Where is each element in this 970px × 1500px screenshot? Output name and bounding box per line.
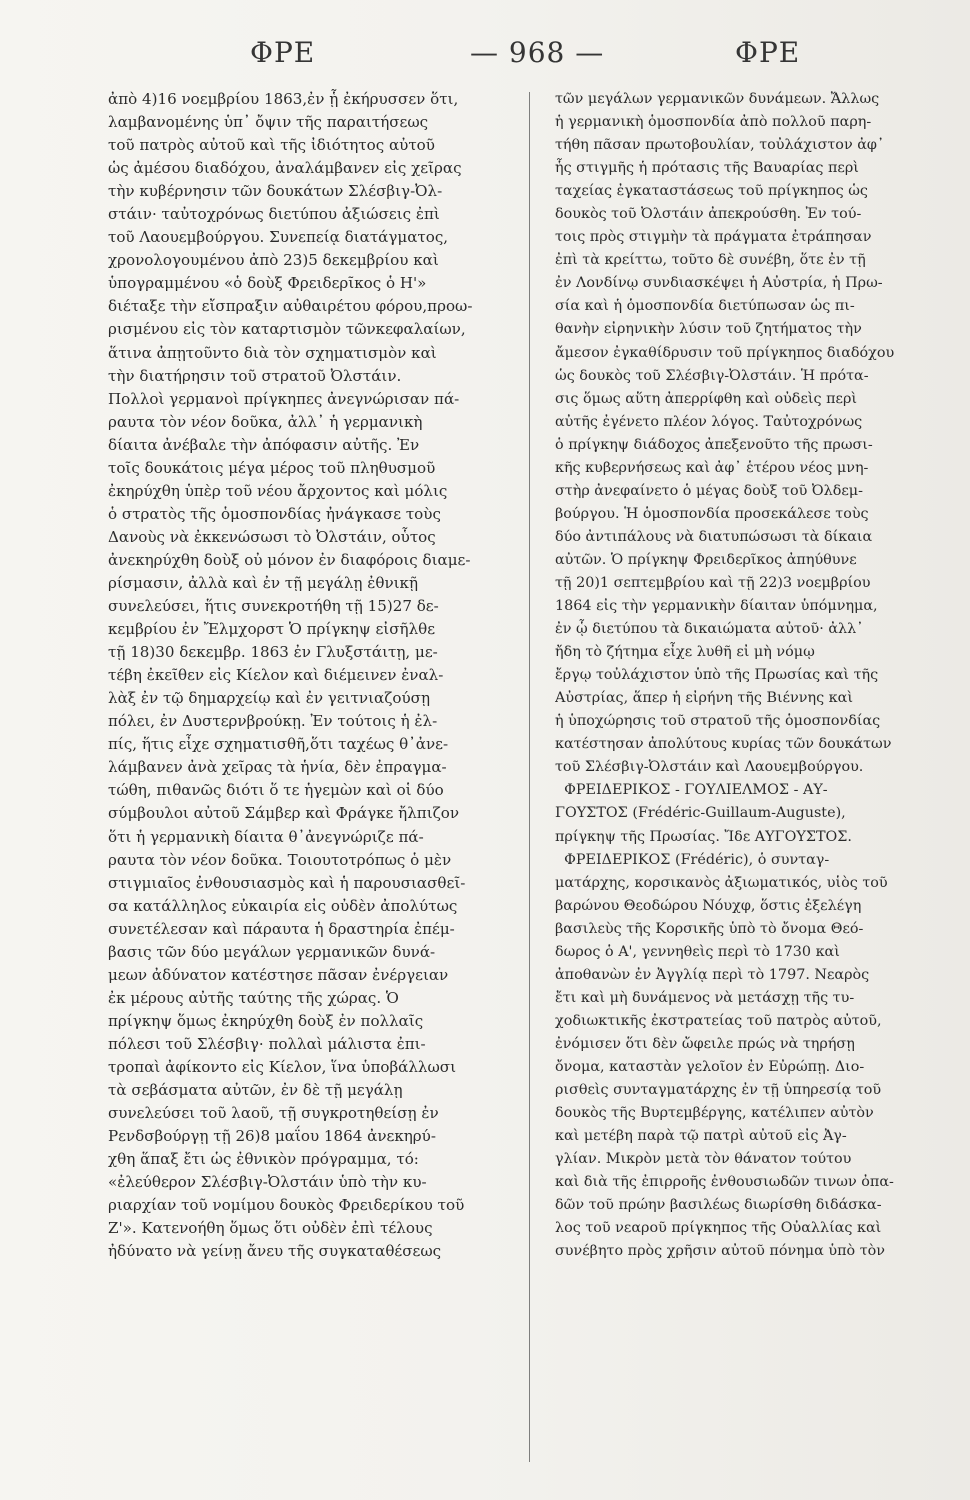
right-column-line: ἐν ᾧ διετύπου τὰ δικαιώματα αὐτοῦ· ἀλλ᾽	[555, 621, 864, 638]
right-column-line: Αὐστρίας, ἅπερ ἡ εἰρήνη τῆς Βιέννης καὶ	[555, 690, 853, 707]
right-column-line: ἡ ὑποχώρησις τοῦ στρατοῦ τῆς ὁμοσπονδίας	[555, 713, 881, 730]
right-column-line: δύο ἀντιπάλους νὰ διατυπώσωσι τὰ δίκαια	[555, 528, 873, 545]
right-column-line: βασιλεὺς τῆς Κορσικῆς ὑπὸ τὸ ὄνομα Θεό-	[555, 920, 864, 937]
right-column-line: ἤδη τὸ ζήτημα εἶχε λυθῆ εἰ μὴ νόμῳ	[555, 644, 815, 661]
left-column-line: συνελεύσει τοῦ λαοῦ, τῇ συγκροτηθείσῃ ἐν	[108, 1104, 439, 1123]
left-column-line: τῇ 18)30 δεκεμβρ. 1863 ἐν Γλυξστάιτῃ, με-	[108, 643, 438, 662]
right-column-line: σία καὶ ἡ ὁμοσπονδία διετύπωσαν ὡς πι-	[555, 298, 855, 315]
left-column-line: πόλεσι τοῦ Σλέσβιγ· πολλαὶ μάλιστα ἐπι-	[108, 1034, 426, 1053]
header-left: ΦΡΕ	[250, 36, 316, 69]
left-column-line: ἀνεκηρύχθη δοὺξ οὐ μόνον ἐν διαφόροις διαμε-	[108, 550, 471, 569]
right-column-line: ΦΡΕΙΔΕΡΙΚΟΣ - ΓΟΥΛΙΕΛΜΟΣ - ΑΥ-	[555, 782, 828, 799]
left-column-line: ρισμένου εἰς τὸν καταρτισμὸν τῶνκεφαλαίων,	[108, 320, 466, 339]
right-column-line: κατέστησαν ἀπολύτους κυρίας τῶν δουκάτων	[555, 736, 892, 753]
right-column-line: ὡς δουκὸς τοῦ Σλέσβιγ-Ὀλστάιν. Ἡ πρότα-	[555, 367, 869, 384]
right-column-line: αὐτῶν. Ὁ πρίγκηψ Φρειδερῖκος ἀπηύθυνε	[555, 551, 857, 568]
left-column-line: λὰξ ἐν τῷ δημαρχείῳ καὶ ἐν γειτνιαζούσῃ	[108, 689, 430, 708]
left-column-line: ὡς ἀμέσου διαδόχου, ἀναλάμβανεν εἰς χεῖρας	[108, 159, 462, 178]
right-text-column	[555, 88, 905, 1473]
left-column-line: ραυτα τὸν νέον δοῦκα, ἀλλ᾽ ἡ γερμανικὴ	[108, 412, 423, 431]
right-column-line: ταχείας ἐγκαταστάσεως τοῦ πρίγκηπος ὡς	[555, 183, 868, 200]
left-column-line: Δανοὺς νὰ ἐκκενώσωσι τὸ Ὀλστάιν, οὗτος	[108, 527, 436, 546]
right-column-line: αὐτῆς ἐγένετο πλέον λόγος. Ταὐτοχρόνως	[555, 413, 863, 430]
left-column-line: ἀπὸ 4)16 νοεμβρίου 1863,ἐν ᾗ ἐκήρυσσεν ὅτι,	[108, 90, 459, 108]
right-column-line: καὶ μετέβη παρὰ τῷ πατρὶ αὐτοῦ εἰς Ἀγ-	[555, 1128, 847, 1145]
right-column-line: δωρος ὁ Α', γεννηθεὶς περὶ τὸ 1730 καὶ	[555, 943, 840, 960]
left-column-line: σα κατάλληλος εὐκαιρία εἰς οὐδὲν ἀπολύτως	[108, 896, 458, 915]
header-right: ΦΡΕ	[735, 36, 801, 69]
left-column-line: τροπαὶ ἀφίκοντο εἰς Κίελον, ἵνα ὑποβάλλωσι	[108, 1057, 457, 1076]
left-column-line: δίαιτα ἀνέβαλε τὴν ἀπόφασιν αὐτῆς. Ἐν	[108, 435, 420, 454]
right-column-line: τοῦ Σλέσβιγ-Ὀλστάιν καὶ Λαουεμβούργου.	[555, 759, 864, 776]
left-column-line: ἅτινα ἀπῃτοῦντο διὰ τὸν σχηματισμὸν καὶ	[108, 343, 437, 362]
left-column-line: τὴν κυβέρνησιν τῶν δουκάτων Σλέσβιγ-Ὀλ-	[108, 182, 443, 201]
right-column-line: στὴρ ἀνεφαίνετο ὁ μέγας δοὺξ τοῦ Ὀλδεμ-	[555, 482, 863, 499]
right-column-line: ἡ γερμανικὴ ὁμοσπονδία ἀπὸ πολλοῦ παρη-	[555, 114, 872, 131]
right-column-line: ΓΟΥΣΤΟΣ (Frédéric-Guillaum-Auguste),	[555, 805, 846, 822]
page-number: — 968 —	[470, 36, 605, 69]
left-column-line: «ἐλεύθερον Σλέσβιγ-Ὀλστάιν ὑπὸ τὴν κυ-	[108, 1173, 427, 1192]
right-column-line: τῇ 20)1 σεπτεμβρίου καὶ τῇ 22)3 νοεμβρίου	[555, 574, 871, 591]
left-column-line: ὑπογραμμένου «ὁ δοὺξ Φρειδερῖκος ὁ Η'»	[108, 274, 427, 293]
right-column-line: βαρώνου Θεοδώρου Νόυχφ, ὅστις ἐξελέγη	[555, 897, 862, 914]
right-column-line: λος τοῦ νεαροῦ πρίγκηπος τῆς Οὐαλλίας καὶ	[555, 1220, 882, 1237]
right-column-line: ἀποθανὼν ἐν Ἀγγλίᾳ περὶ τὸ 1797. Νεαρὸς	[555, 966, 870, 983]
left-column-line: τοῦ πατρὸς αὐτοῦ καὶ τῆς ἰδιότητος αὐτοῦ	[108, 136, 435, 155]
right-column-line: 1864 εἰς τὴν γερμανικὴν δίαιταν ὑπόμνημα,	[555, 598, 878, 615]
left-column-line: στιγμιαῖος ἐνθουσιασμὸς καὶ ἡ παρουσιασθεῖ-	[108, 873, 466, 892]
left-column-line: Ρενδσβούργῃ τῇ 26)8 μαΐου 1864 ἀνεκηρύ-	[108, 1127, 436, 1146]
right-column-line: ἄμεσον ἐγκαθίδρυσιν τοῦ πρίγκηπος διαδόχου	[555, 344, 895, 361]
left-column-line: σύμβουλοι αὐτοῦ Σάμβερ καὶ Φράγκε ἤλπιζον	[108, 804, 460, 823]
right-column-line: σις ὅμως αὕτη ἀπερρίφθη καὶ οὐδεὶς περὶ	[555, 390, 858, 407]
right-column-line: ἧς στιγμῆς ἡ πρότασις τῆς Βαυαρίας περὶ	[555, 160, 859, 177]
left-column-line: μεων ἀδύνατον κατέστησε πᾶσαν ἐνέργειαν	[108, 965, 449, 984]
left-column-line: τοῦ Λαουεμβούργου. Συνεπείᾳ διατάγματος,	[108, 228, 449, 247]
right-column-line: ὁ πρίγκηψ διάδοχος ἀπεξενοῦτο τῆς πρωσι-	[555, 436, 873, 453]
right-column-line: καὶ διὰ τῆς ἐπιρροῆς ἐνθουσιωδῶν τινων ὀπα-	[555, 1174, 894, 1191]
left-column-line: πίς, ἥτις εἶχε σχηματισθῆ,ὅτι ταχέως θ᾽ἀνε-	[108, 735, 449, 754]
left-column-line: ραυτα τὸν νέον δοῦκα. Τοιουτοτρόπως ὁ μὲν	[108, 850, 452, 869]
right-column-line: κῆς κυβερνήσεως καὶ ἀφ᾽ ἑτέρου νέος μνη-	[555, 459, 869, 476]
left-column-line: ὅτι ἡ γερμανικὴ δίαιτα θ᾽ἀνεγνώριζε πά-	[108, 827, 424, 846]
left-column-line: τὰ σεβάσματα αὐτῶν, ἐν δὲ τῇ μεγάλῃ	[108, 1081, 403, 1100]
left-column-line: ἐκ μέρους αὐτῆς ταύτης τῆς χώρας. Ὁ	[108, 988, 399, 1007]
right-column-line: χοδιωκτικῆς ἐκστρατείας τοῦ πατρὸς αὐτοῦ,	[555, 1012, 882, 1029]
left-column-line: στάιν· ταὐτοχρόνως διετύπου ἀξιώσεις ἐπὶ	[108, 205, 440, 224]
left-column-line: κεμβρίου ἐν Ἔλμχορστ Ὁ πρίγκηψ εἰσῆλθε	[108, 620, 436, 639]
left-column-line: συνελεύσει, ἥτις συνεκροτήθη τῇ 15)27 δε-	[108, 597, 439, 616]
left-column-line: πρίγκηψ ὅμως ἐκηρύχθη δοὺξ ἐν πολλαῖς	[108, 1011, 424, 1030]
right-column-line: ἐνόμισεν ὅτι δὲν ὤφειλε πρώς νὰ τηρήσῃ	[555, 1035, 855, 1052]
left-column-line: χρονολογουμένου ἀπὸ 23)5 δεκεμβρίου καὶ	[108, 251, 439, 270]
right-column-line: ματάρχης, κορσικανὸς ἀξιωματικός, υἱὸς τοῦ	[555, 874, 888, 891]
right-column-line: θανὴν εἰρηνικὴν λύσιν τοῦ ζητήματος τὴν	[555, 321, 862, 338]
right-column-line: συνέβητο πρὸς χρῆσιν αὐτοῦ πόνημα ὑπὸ τὸν	[555, 1243, 886, 1260]
left-column-line: ρίσμασιν, ἀλλὰ καὶ ἐν τῇ μεγάλῃ ἐθνικῇ	[108, 573, 419, 592]
right-column-line: δουκὸς τῆς Βυρτεμβέργης, κατέλιπεν αὐτὸν	[555, 1105, 874, 1122]
right-column-line: ἔτι καὶ μὴ δυνάμενος νὰ μετάσχῃ τῆς τυ-	[555, 989, 855, 1006]
left-column-line: ριαρχίαν τοῦ νομίμου δουκὸς Φρειδερίκου τοῦ	[108, 1196, 465, 1215]
left-column-line: τὴν διατήρησιν τοῦ στρατοῦ Ὀλστάιν.	[108, 366, 402, 385]
left-column-line: λαμβανομένης ὑπ᾽ ὄψιν τῆς παραιτήσεως	[108, 113, 429, 132]
left-column-line: Πολλοὶ γερμανοὶ πρίγκηπες ἀνεγνώρισαν πά-	[108, 389, 460, 408]
right-column-line: τήθη πᾶσαν πρωτοβουλίαν, τοὐλάχιστον ἀφ᾽	[555, 137, 885, 154]
left-column-line: χθη ἅπαξ ἔτι ὡς ἐθνικὸν πρόγραμμα, τό:	[108, 1150, 419, 1169]
left-column-line: τώθη, πιθανῶς διότι ὅ τε ἡγεμὼν καὶ οἱ δύο	[108, 781, 444, 800]
left-column-line: πόλει, ἐν Δυστερνβρούκῃ. Ἐν τούτοις ἡ ἐλ-	[108, 712, 438, 731]
left-column-line: ἠδύνατο νὰ γείνῃ ἄνευ τῆς συγκαταθέσεως	[108, 1242, 442, 1261]
right-column-line: δουκὸς τοῦ Ὀλστάιν ἀπεκρούσθη. Ἐν τού-	[555, 206, 862, 223]
left-column-line: διέταξε τὴν εἴσπραξιν αὐθαιρέτου φόρου,προω-	[108, 297, 473, 316]
right-column-line: ἐπὶ τὰ κρείττω, τοῦτο δὲ συνέβη, ὅτε ἐν τῇ	[555, 252, 866, 269]
right-column-line: βούργου. Ἡ ὁμοσπονδία προσεκάλεσε τοὺς	[555, 505, 869, 522]
right-column-line: ἔργῳ τοὐλάχιστον ὑπὸ τῆς Πρωσίας καὶ τῆς	[555, 667, 879, 684]
right-column-line: ρισθεὶς συνταγματάρχης ἐν τῇ ὑπηρεσίᾳ τοῦ	[555, 1082, 882, 1099]
right-column-line: ἐν Λονδίνῳ συνδιασκέψει ἡ Αὐστρία, ἡ Πρω-	[555, 275, 883, 292]
left-column-line: βασις τῶν δύο μεγάλων γερμανικῶν δυνά-	[108, 942, 436, 961]
left-column-line: Ζ'». Κατενοήθη ὅμως ὅτι οὐδὲν ἐπὶ τέλους	[108, 1219, 433, 1238]
right-column-line: πρίγκηψ τῆς Πρωσίας. Ἴδε ΑΥΓΟΥΣΤΟΣ.	[555, 828, 852, 845]
right-column-line: δῶν τοῦ πρώην βασιλέως διωρίσθη διδάσκα-	[555, 1197, 882, 1214]
right-column-line: ΦΡΕΙΔΕΡΙΚΟΣ (Frédéric), ὁ συνταγ-	[555, 851, 830, 868]
left-column-line: συνετέλεσαν καὶ πάραυτα ἡ δραστηρία ἐπέμ-	[108, 919, 455, 938]
right-column-line: γλίαν. Μικρὸν μετὰ τὸν θάνατον τούτου	[555, 1151, 852, 1168]
left-column-line: τέβη ἐκεῖθεν εἰς Κίελον καὶ διέμεινεν ἐναλ-	[108, 666, 444, 685]
left-column-line: ἐκηρύχθη ὑπὲρ τοῦ νέου ἄρχοντος καὶ μόλις	[108, 481, 448, 500]
right-column-line: τοις πρὸς στιγμὴν τὰ πράγματα ἐτράπησαν	[555, 229, 872, 246]
right-column-line: τῶν μεγάλων γερμανικῶν δυνάμεων. Ἄλλως	[555, 91, 880, 107]
left-column-line: ὁ στρατὸς τῆς ὁμοσπονδίας ἠνάγκασε τοὺς	[108, 504, 441, 523]
left-text-column	[108, 88, 518, 1473]
column-divider	[529, 92, 530, 1462]
left-column-line: τοῖς δουκάτοις μέγα μέρος τοῦ πληθυσμοῦ	[108, 458, 436, 477]
left-column-line: λάμβανεν ἀνὰ χεῖρας τὰ ἡνία, δὲν ἐπραγμα-	[108, 758, 447, 777]
page-header	[0, 36, 970, 82]
right-column-line: ὄνομα, καταστὰν γελοῖον ἐν Εὐρώπῃ. Διο-	[555, 1058, 865, 1075]
